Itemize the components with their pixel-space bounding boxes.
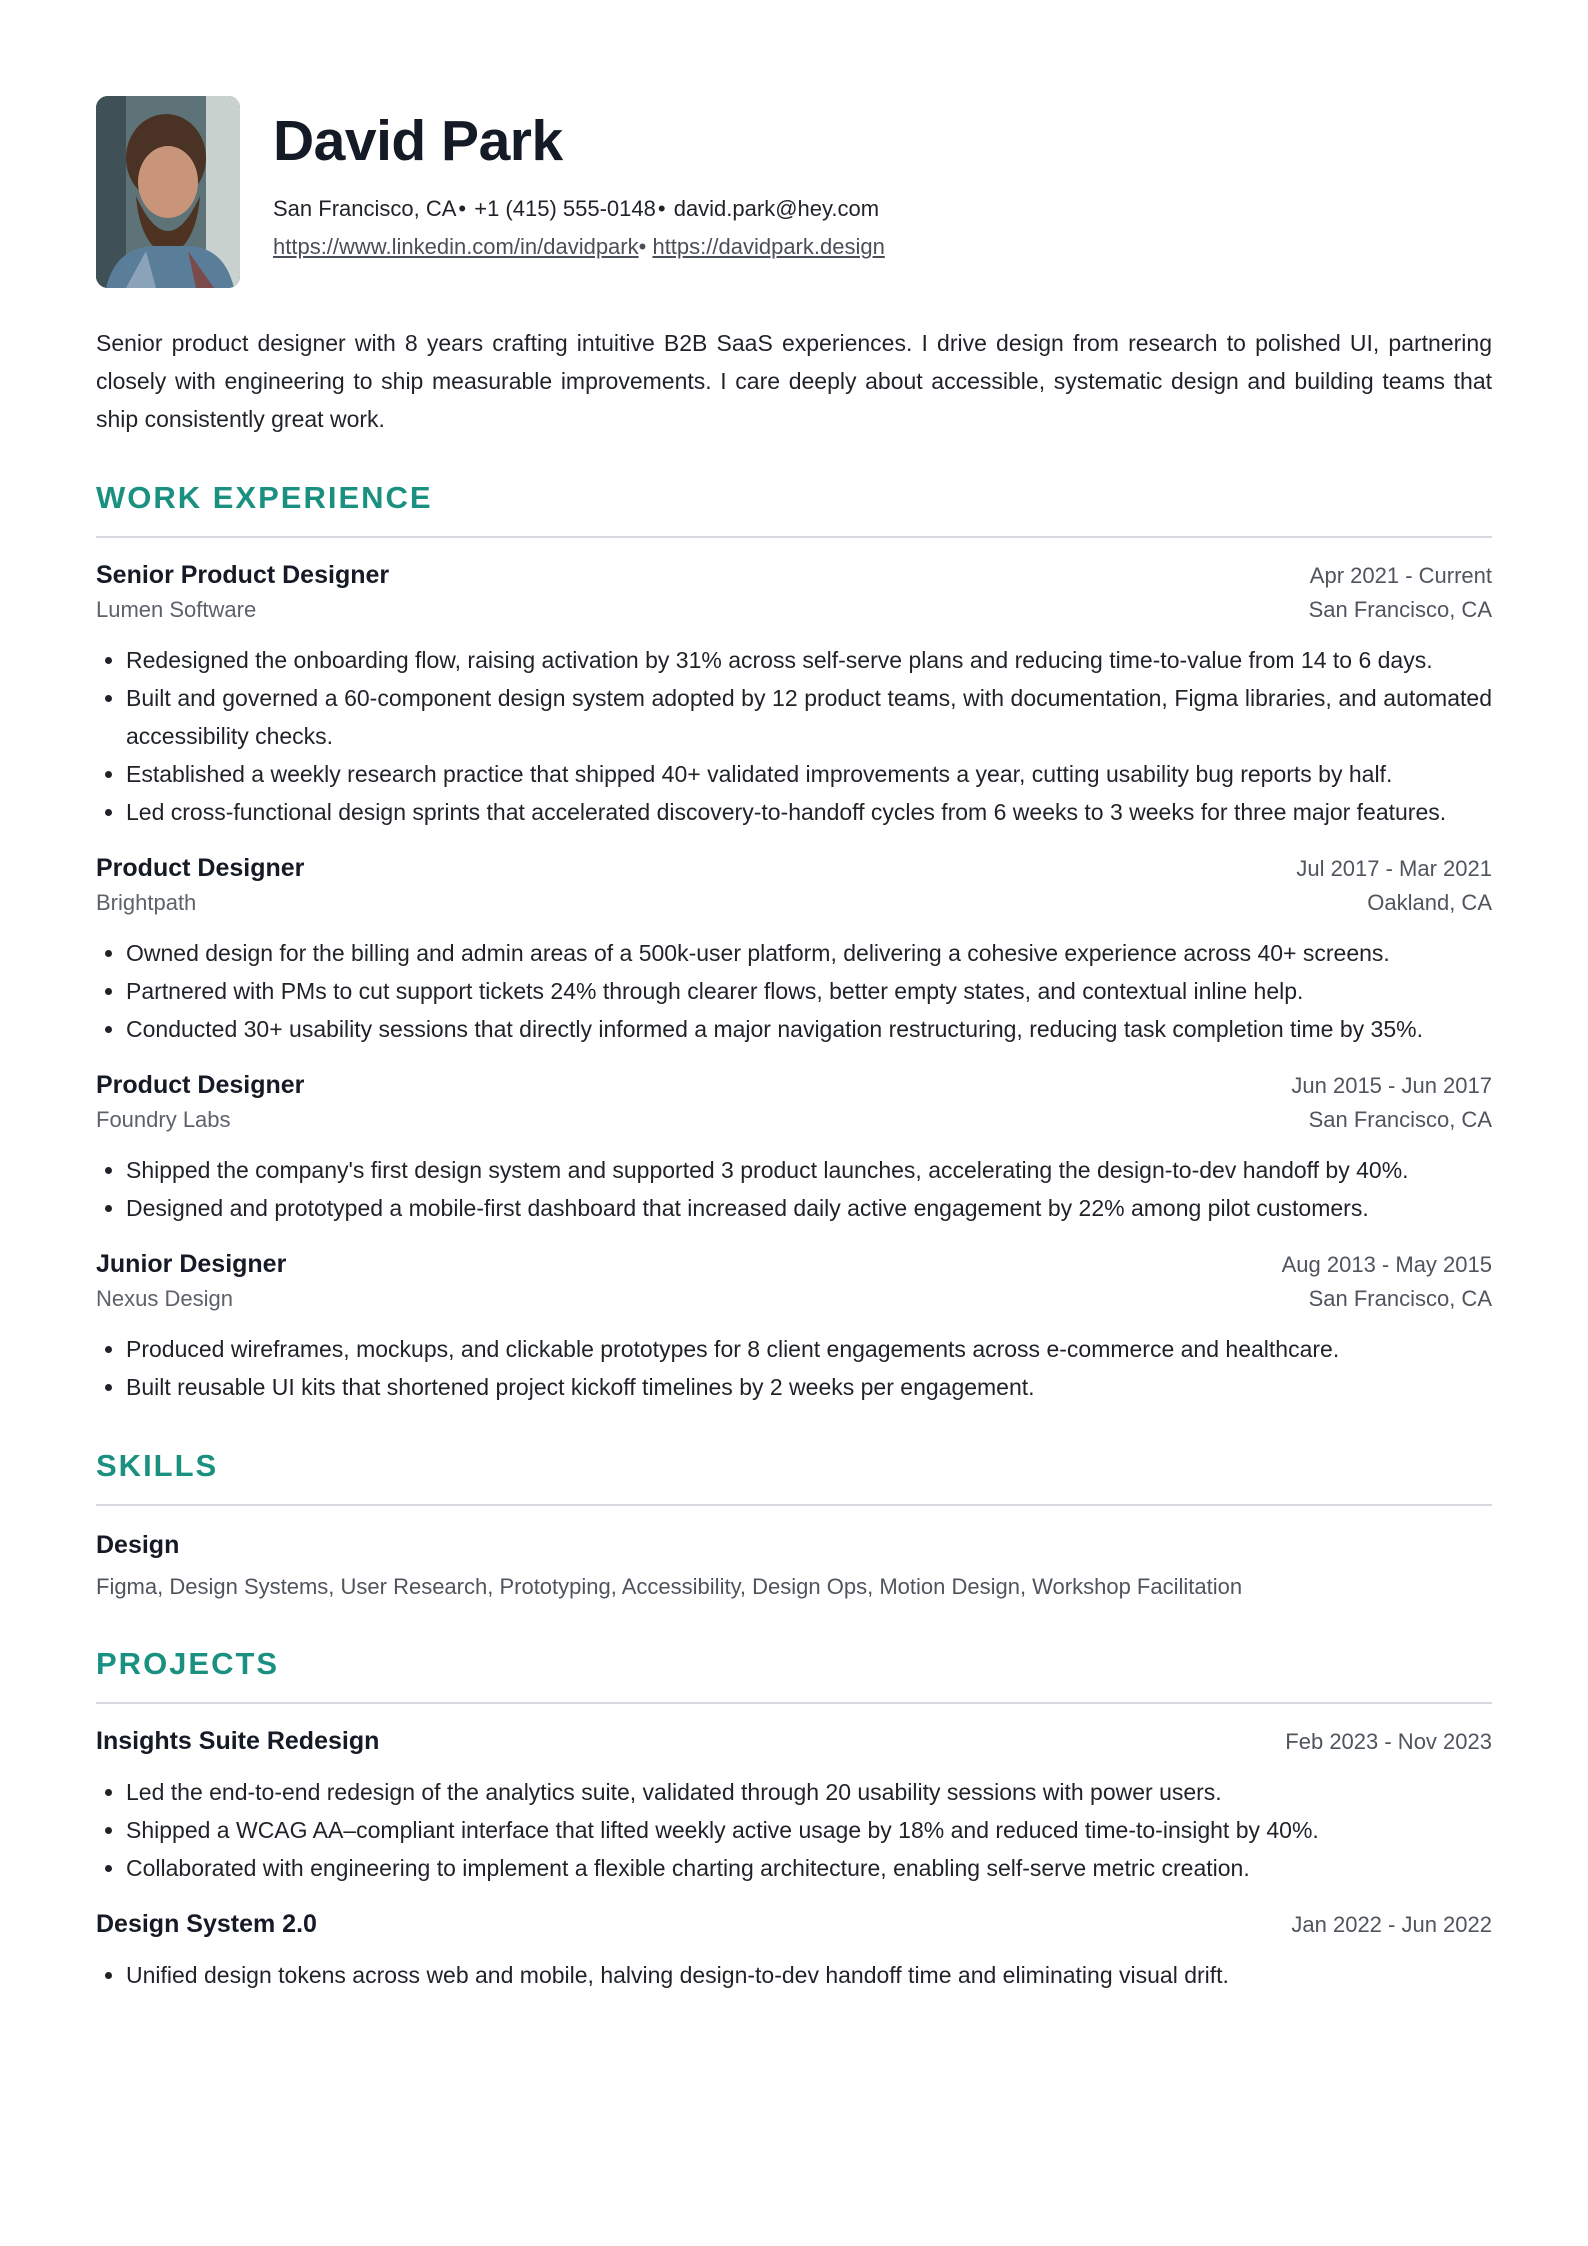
project-dates: Jan 2022 - Jun 2022 <box>1291 1912 1492 1937</box>
separator: • <box>638 234 647 259</box>
website-link[interactable]: https://davidpark.design <box>652 234 885 259</box>
bullet: • Unified design tokens across web and mobile, halving design-to-dev handoff time and eliminating visual drift. <box>126 1956 1492 1994</box>
project-title: Design System 2.0 <box>96 1910 317 1938</box>
bullet: • Built reusable UI kits that shortened project kickoff timelines by 2 weeks per engagement. <box>126 1368 1492 1406</box>
phone: +1 (415) 555-0148 <box>474 196 656 221</box>
bullet: • Established a weekly research practice that shipped 40+ validated improvements a year, cutting usability bug reports by half. <box>126 755 1492 793</box>
location: San Francisco, CA <box>273 196 457 221</box>
skill-category: Design <box>96 1531 180 1559</box>
bullet: • Shipped the company's first design system and supported 3 product launches, accelerating the design-to-dev handoff by 40%. <box>126 1151 1492 1189</box>
job-entry <box>96 851 1492 1048</box>
section-title-projects: PROJECTS <box>96 1646 280 1681</box>
avatar <box>96 96 240 288</box>
summary: Senior product designer with 8 years crafting intuitive B2B SaaS experiences. I drive design from research to polished UI, partnering closely with engineering to ship measurable improvements. I care deeply about accessible, systematic design and building teams that ship consistently great work. <box>96 330 1492 432</box>
section-divider <box>96 1702 1492 1704</box>
section-divider <box>96 1504 1492 1506</box>
job-location: San Francisco, CA <box>1308 597 1492 622</box>
project-bullets <box>96 1956 1492 1994</box>
job-title: Product Designer <box>96 1071 305 1099</box>
separator: • <box>458 196 467 221</box>
portrait-photo-icon <box>96 96 240 288</box>
section-title-work: WORK EXPERIENCE <box>96 480 433 515</box>
job-location: Oakland, CA <box>1367 890 1492 915</box>
project-bullets <box>96 1773 1492 1887</box>
job-dates: Jul 2017 - Mar 2021 <box>1296 856 1492 881</box>
job-dates: Apr 2021 - Current <box>1309 563 1492 588</box>
job-company: Foundry Labs <box>96 1107 231 1132</box>
section-title-skills: SKILLS <box>96 1448 219 1483</box>
job-dates: Aug 2013 - May 2015 <box>1281 1252 1492 1277</box>
job-bullets <box>96 641 1492 831</box>
bullet: • Redesigned the onboarding flow, raising activation by 31% across self-serve plans and reducing time-to-value from 14 to 6 days. <box>126 641 1492 679</box>
links-line <box>273 232 885 262</box>
bullet: • Conducted 30+ usability sessions that directly informed a major navigation restructuring, reducing task completion time by 35%. <box>126 1010 1492 1048</box>
bullet: • Collaborated with engineering to implement a flexible charting architecture, enabling self-serve metric creation. <box>126 1849 1492 1887</box>
bullet: • Partnered with PMs to cut support tickets 24% through clearer flows, better empty states, and contextual inline help. <box>126 972 1492 1010</box>
project-entry <box>96 1724 1492 1887</box>
bullet: • Led cross-functional design sprints that accelerated discovery-to-handoff cycles from 6 weeks to 3 weeks for three major features. <box>126 793 1492 831</box>
job-entry <box>96 558 1492 831</box>
bullet: • Owned design for the billing and admin areas of a 500k-user platform, delivering a cohesive experience across 40+ screens. <box>126 934 1492 972</box>
skill-list: Figma, Design Systems, User Research, Prototyping, Accessibility, Design Ops, Motion Design, Workshop Facilitation <box>96 1574 1243 1599</box>
bullet: • Designed and prototyped a mobile-first dashboard that increased daily active engagement by 22% among pilot customers. <box>126 1189 1492 1227</box>
job-bullets <box>96 1151 1492 1227</box>
bullet: • Produced wireframes, mockups, and clickable prototypes for 8 client engagements across e-commerce and healthcare. <box>126 1330 1492 1368</box>
job-title: Product Designer <box>96 854 305 882</box>
resume-header <box>96 96 1492 288</box>
bullet: • Built and governed a 60-component design system adopted by 12 product teams, with documentation, Figma libraries, and automated accessibility checks. <box>126 679 1492 755</box>
contact-line <box>273 194 885 224</box>
project-title: Insights Suite Redesign <box>96 1727 380 1755</box>
job-company: Lumen Software <box>96 597 257 622</box>
job-bullets <box>96 934 1492 1048</box>
job-entry <box>96 1247 1492 1406</box>
job-bullets <box>96 1330 1492 1406</box>
job-location: San Francisco, CA <box>1308 1286 1492 1311</box>
job-dates: Jun 2015 - Jun 2017 <box>1291 1073 1492 1098</box>
bullet: • Led the end-to-end redesign of the analytics suite, validated through 20 usability sessions with power users. <box>126 1773 1492 1811</box>
bullet: • Shipped a WCAG AA–compliant interface that lifted weekly active usage by 18% and reduced time-to-insight by 40%. <box>126 1811 1492 1849</box>
job-title: Senior Product Designer <box>96 561 390 589</box>
separator: • <box>657 196 666 221</box>
project-entry <box>96 1907 1492 1994</box>
job-company: Brightpath <box>96 890 197 915</box>
job-entry <box>96 1068 1492 1227</box>
job-company: Nexus Design <box>96 1286 233 1311</box>
candidate-name: David Park <box>273 109 563 173</box>
project-dates: Feb 2023 - Nov 2023 <box>1285 1729 1492 1754</box>
job-title: Junior Designer <box>96 1250 287 1278</box>
job-location: San Francisco, CA <box>1308 1107 1492 1132</box>
email: david.park@hey.com <box>673 196 880 221</box>
linkedin-link[interactable]: https://www.linkedin.com/in/davidpark <box>273 234 639 259</box>
header-info <box>273 96 885 262</box>
section-divider <box>96 536 1492 538</box>
